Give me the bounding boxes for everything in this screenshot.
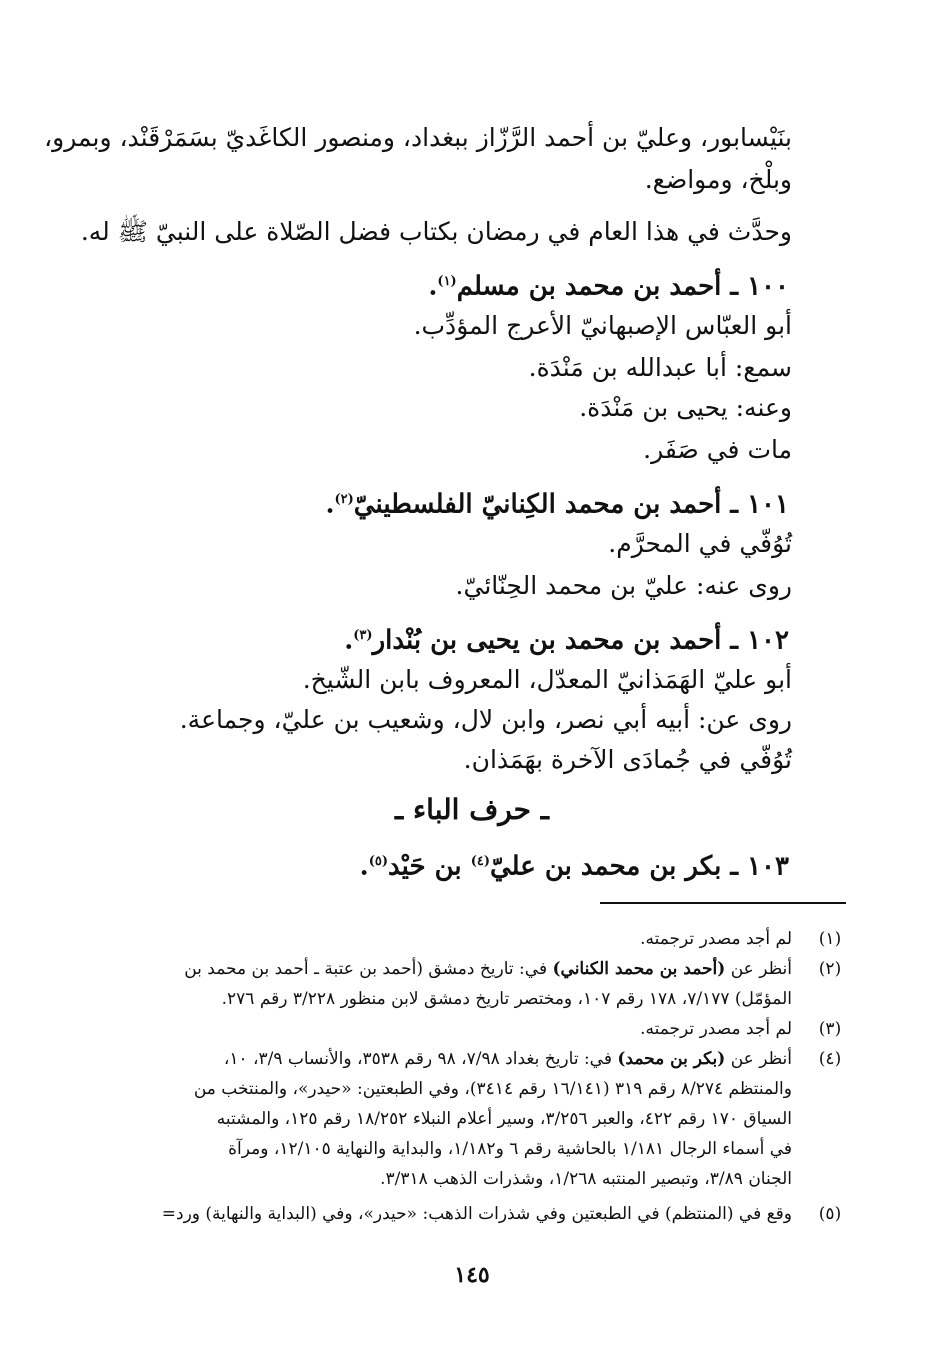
footnote [120,925,842,953]
entry-line: تُوُفّي في جُمادَى الآخرة بهَمَذان. [463,745,792,774]
entry-line: سمع: أبا عبدالله بن مَنْدَة. [528,353,792,382]
footnote-text: في: تاريخ بغداد ٧/٩٨، ٩٨ رقم ٣٥٣٨، والأنساب ٣/٩، ١٠، [223,1049,618,1069]
entry-title-cont: بن حَيْد [387,851,471,882]
footnote-ref: (٢) [334,492,354,507]
entry-heading [120,842,789,887]
footnote [120,1045,842,1073]
entry-line: أبو عليّ الهَمَذانيّ المعدّل، المعروف بابن الشّيخ. [302,665,792,694]
footnote-number: (١) [818,929,842,949]
entry-title-end: . [325,489,335,520]
section-heading: ـ حرف الباء ـ [395,793,549,826]
footnote-ref: (٤) [470,854,490,869]
footnote [120,1015,842,1043]
entry-title: ١٠٠ ـ أحمد بن محمد بن مسلم [456,271,789,302]
footnote-text: لم أجد مصدر ترجمته. [640,929,792,949]
footnote-line: الجنان ٣/٨٩، وتبصير المنتبه ١/٢٦٨، وشذرات الذهب ٣/٣١٨. [380,1169,792,1189]
footnote-text: لم أجد مصدر ترجمته. [640,1019,792,1039]
footnote-bold: (بكر بن محمد) [617,1049,726,1069]
footnote-number: (٥) [818,1204,842,1224]
entry-line: أبو العبّاس الإصبهانيّ الأعرج المؤدِّب. [413,311,792,340]
entry-heading [120,262,789,307]
entry-title-end: . [359,851,369,882]
footnote-number: (٣) [818,1019,842,1039]
footnote-text: أنظر عن [725,1049,792,1069]
footnote-ref: (٥) [368,854,388,869]
entry-line: روى عنه: عليّ بن محمد الحِنّائيّ. [455,571,792,600]
entry-line: مات في صَفَر. [643,435,792,464]
entry-title: ١٠٣ ـ بكر بن محمد بن عليّ [489,851,789,882]
entry-heading [120,480,789,525]
footnote-line: والمنتظم ٨/٢٧٤ رقم ٣١٩ (١٦/١٤١ رقم ٣٤١٤)، وفي الطبعتين: «حيدر»، والمنتخب من [193,1079,792,1099]
text-line: وحدَّث في هذا العام في رمضان بكتاب فضل الصّلاة على النبيّ ﷺ له. [80,217,792,246]
footnote-line: السياق ١٧٠ رقم ٤٢٢، والعبر ٣/٢٥٦، وسير أعلام النبلاء ١٨/٢٥٢ رقم ١٢٥، والمشتبه [216,1109,792,1129]
footnote-text: وقع في (المنتظم) في الطبعتين وفي شذرات الذهب: «حيدر»، وفي (البداية والنهاية) ورد= [161,1204,792,1224]
entry-title: ١٠٢ ـ أحمد بن محمد بن يحيى بن بُنْدار [372,625,789,656]
footnote-ref: (٣) [353,628,373,643]
footnote-bold: (أحمد بن محمد الكناني) [552,959,726,979]
footnote-ref: (١) [437,274,457,289]
entry-line: تُوُفّي في المحرَّم. [608,529,792,558]
footnote-separator [600,902,846,904]
footnote [120,1200,842,1228]
footnote-line: المؤمّل) ٧/١٧٧، ١٧٨ رقم ١٠٧، ومختصر تاريخ دمشق لابن منظور ٣/٢٢٨ رقم ٢٧٦. [221,989,792,1009]
entry-title-end: . [344,625,354,656]
entry-title: ١٠١ ـ أحمد بن محمد الكِنانيّ الفلسطينيّ [353,489,789,520]
footnote-number: (٢) [818,959,842,979]
entry-title-end: . [428,271,438,302]
footnote-text: أنظر عن [725,959,792,979]
footnote-number: (٤) [818,1049,842,1069]
footnote-text: في: تاريخ دمشق (أحمد بن عتبة ـ أحمد بن محمد بن [184,959,553,979]
entry-heading [120,616,789,661]
entry-line: وعنه: يحيى بن مَنْدَة. [579,393,792,422]
footnote [120,955,842,983]
page-number: ١٤٥ [454,1262,490,1288]
text-line: وبلْخ، ومواضع. [644,165,792,194]
entry-line: روى عن: أبيه أبي نصر، وابن لال، وشعيب بن عليّ، وجماعة. [179,705,792,734]
text-line: بنَيْسابور، وعليّ بن أحمد الرَّزّاز ببغداد، ومنصور الكاغَديّ بسَمَرْقَنْد، وبمرو، [44,123,792,152]
footnote-line: في أسماء الرجال ١/١٨١ بالحاشية رقم ٦ و١/١٨٢، والبداية والنهاية ١٢/١٠٥، ومرآة [228,1139,792,1159]
